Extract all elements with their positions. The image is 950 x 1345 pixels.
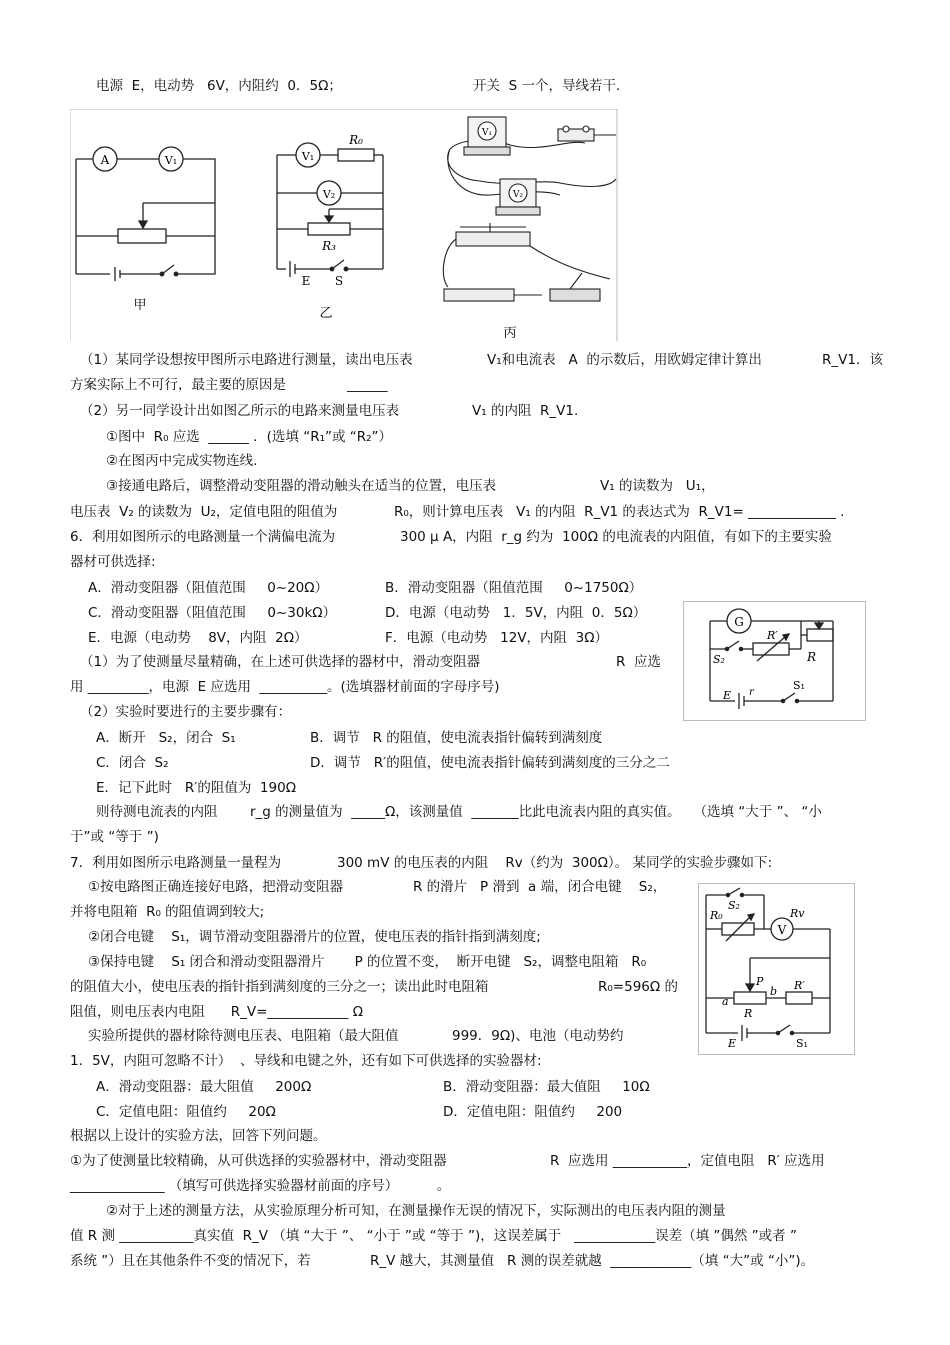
- q7-step2: ②闭合电键 S₁，调节滑动变阻器滑片的位置，使电压表的指针指到满刻度;: [88, 929, 541, 945]
- q2-sub3-a: ③接通电路后，调整滑动变阻器的滑动触头在适当的位置，电压表: [106, 478, 497, 494]
- figure-circuits-jia-yi-bing: [70, 109, 618, 341]
- q7-step1-c: 并将电阻箱 R₀ 的阻值调到较大;: [70, 904, 265, 920]
- q6-opt-e: E．电源（电动势 8V，内阻 2Ω）: [88, 630, 308, 646]
- q6-1-c: 用 _________，电源 E 应选用 __________。(选填器材前面的字母序号): [70, 679, 500, 695]
- q7-answer-intro: 根据以上设计的实验方法，回答下列问题。: [70, 1128, 327, 1144]
- q7-opt-b: B．滑动变阻器：最大值阻 10Ω: [443, 1079, 650, 1095]
- label-b-q7: b: [770, 985, 778, 998]
- circuit-jia: [76, 159, 215, 281]
- q7-a2-d: R_V 越大，其测量值 R 测的误差就越 ____________（填 “大”或 “小”)。: [370, 1253, 815, 1269]
- q2-text-a: （2）另一同学设计出如图乙所示的电路来测量电压表: [80, 403, 400, 419]
- label-r-q7: R: [744, 1007, 753, 1020]
- q6-opt-f: F．电源（电动势 12V，内阻 3Ω）: [385, 630, 609, 646]
- q7-text-b: 300 mV 的电压表的内阻 Rv（约为 300Ω）。 某同学的实验步骤如下:: [337, 855, 773, 871]
- label-r3-yi: R₃: [322, 239, 336, 253]
- q6-text-c: 器材可供选择:: [70, 554, 156, 570]
- label-rv-q7: Rv: [790, 907, 805, 920]
- figure-circuit-q7: [698, 883, 855, 1055]
- q6-opt-d: D．电源（电动势 1．5V，内阻 0．5Ω）: [385, 605, 647, 621]
- q2-sub1: ①图中 R₀ 应选 ______ ．(选填 “R₁”或 “R₂”）: [106, 429, 393, 445]
- q6-step-c: C．闭合 S₂: [96, 755, 169, 771]
- label-s1-q7: S₁: [796, 1037, 808, 1050]
- q7-step3-d: 阻值，则电压表内电阻 R_V=____________ Ω: [70, 1004, 364, 1020]
- label-s-yi: S: [334, 274, 344, 288]
- q7-equip-b: 999．9Ω)、电池（电动势约: [452, 1028, 624, 1044]
- voltmeter-v1-bing-label: V₁: [481, 128, 493, 138]
- q6-opt-a: A．滑动变阻器（阻值范围 0~20Ω）: [88, 580, 329, 596]
- q7-opt-c: C．定值电阻：阻值约 20Ω: [96, 1104, 276, 1120]
- q2-text-b: V₁ 的内阻 R_V1.: [472, 403, 579, 419]
- q7-a2-b: 值 R 测 ___________真实值 R_V （填 “大于 ”、 “小于 ”或 “等于 ”)，这误差属于 ____________误差（填 ”偶然 ”或者 ”: [70, 1228, 797, 1244]
- q6-step-b: B．调节 R 的阻值，使电流表指针偏转到满刻度: [310, 730, 603, 746]
- q6-opt-b: B．滑动变阻器（阻值范围 0~1750Ω）: [385, 580, 643, 596]
- label-v-q7: V: [777, 923, 787, 937]
- q2-sub2: ②在图丙中完成实物连线.: [106, 453, 258, 469]
- label-rprime-q7: R′: [794, 979, 805, 992]
- circuit-yi: [277, 149, 383, 277]
- q6-step-d: D．调节 R′的阻值，使电流表指针偏转到满刻度的三分之二: [310, 755, 670, 771]
- q7-step1-b: R 的滑片 P 滑到 a 端，闭合电键 S₂，: [413, 879, 667, 895]
- label-p-q7: P: [756, 975, 764, 988]
- q7-step1-a: ①按电路图正确连接好电路，把滑动变阻器: [88, 879, 344, 895]
- q7-opt-d: D．定值电阻：阻值约 200: [443, 1104, 623, 1120]
- q1-blank: ______: [347, 377, 388, 393]
- q1-text-c: R_V1．该: [822, 352, 883, 368]
- q6-text-a: 6．利用如图所示的电路测量一个满偏电流为: [70, 529, 336, 545]
- voltmeter-v2-yi-label: V₂: [322, 188, 336, 201]
- label-r0-q7: R₀: [710, 909, 723, 922]
- q6-text-b: 300 μ A，内阻 r_g 约为 100Ω 的电流表的内阻值，有如下的主要实验: [400, 529, 832, 545]
- label-r-internal: r: [749, 687, 754, 698]
- q2-sub3-c: 电压表 V₂ 的读数为 U₂，定值电阻的阻值为: [70, 504, 338, 520]
- q6-rg-a: 则待测电流表的内阻: [96, 804, 218, 820]
- label-yi: 乙: [319, 306, 333, 321]
- voltmeter-v2-bing-label: V₂: [512, 190, 524, 200]
- q1-text-a: （1）某同学设想按甲图所示电路进行测量，读出电压表: [80, 352, 413, 368]
- q7-equip-c: 1．5V，内阻可忽略不计） 、导线和电键之外，还有如下可供选择的实验器材:: [70, 1053, 542, 1069]
- label-bing: 丙: [503, 326, 517, 341]
- q2-sub3-b: V₁ 的读数为 U₁，: [600, 478, 715, 494]
- q7-step3-a: ③保持电键 S₁ 闭合和滑动变阻器滑片 P 的位置不变， 断开电键 S₂，调整电阻箱 R₀: [88, 954, 647, 970]
- label-g: G: [734, 615, 744, 629]
- label-s2-q6: S₂: [713, 653, 725, 666]
- q7-opt-a: A．滑动变阻器：最大阻值 200Ω: [96, 1079, 312, 1095]
- q1-text-d: 方案实际上不可行，最主要的原因是: [70, 377, 286, 393]
- apparatus-bing: [443, 117, 616, 301]
- label-e-yi: E: [301, 274, 311, 288]
- q2-sub3-d: R₀，则计算电压表 V₁ 的内阻 R_V1 的表达式为 R_V1= _____________ .: [394, 504, 845, 520]
- q6-1-a: （1）为了使测量尽量精确，在上述可供选择的器材中，滑动变阻器: [80, 654, 481, 670]
- q6-opt-c: C．滑动变阻器（阻值范围 0~30kΩ）: [88, 605, 337, 621]
- label-jia: 甲: [133, 298, 147, 313]
- q6-rg-c: 于”或 “等于 ”): [70, 829, 159, 845]
- q7-a2-a: ②对于上述的测量方法，从实验原理分析可知，在测量操作无误的情况下，实际测出的电压表内阻的测量: [106, 1203, 726, 1219]
- q1-text-b: V₁和电流表 A 的示数后，用欧姆定律计算出: [487, 352, 762, 368]
- q7-a1-b: R 应选用 ___________，定值电阻 R′ 应选用: [550, 1153, 825, 1169]
- q7-equip-a: 实验所提供的器材除待测电压表、电阻箱（最大阻值: [88, 1028, 399, 1044]
- q7-a2-c: 系统 ”）且在其他条件不变的情况下，若: [70, 1253, 311, 1269]
- voltmeter-v1-label: V₁: [164, 154, 178, 167]
- q7-step3-c: R₀=596Ω 的: [598, 979, 678, 995]
- voltmeter-v1-yi-label: V₁: [301, 150, 315, 163]
- label-rprime-q6: R′: [767, 629, 778, 642]
- ammeter-a-label: A: [100, 153, 110, 167]
- q6-2-title: （2）实验时要进行的主要步骤有：: [80, 704, 292, 720]
- q7-a1-c: ______________ （填写可供选择实验器材前面的序号） 。: [70, 1178, 451, 1194]
- figure-circuit-q6: [683, 601, 866, 721]
- label-e-q7: E: [728, 1037, 737, 1050]
- label-e-q6: E: [723, 689, 732, 702]
- line-source-e: 电源 E，电动势 6V，内阻约 0．5Ω；: [96, 78, 342, 94]
- q7-text-a: 7．利用如图所示电路测量一量程为: [70, 855, 282, 871]
- q6-step-e: E．记下此时 R′的阻值为 190Ω: [96, 780, 297, 796]
- label-s2-q7: S₂: [728, 899, 740, 912]
- q7-a1-a: ①为了使测量比较精确，从可供选择的实验器材中，滑动变阻器: [70, 1153, 447, 1169]
- line-switch-s: 开关 S 一个，导线若干.: [473, 78, 621, 94]
- label-r0-yi: R₀: [349, 133, 363, 147]
- label-a-q7: a: [722, 995, 729, 1008]
- label-r-q6: R: [807, 650, 817, 664]
- label-s1-q6: S₁: [793, 679, 805, 692]
- q6-1-b: R 应选: [616, 654, 661, 670]
- q6-rg-b: r_g 的测量值为 _____Ω，该测量值 _______比此电流表内阻的真实值。 （选填 “大于 ”、 “小: [250, 804, 822, 820]
- q6-step-a: A．断开 S₂，闭合 S₁: [96, 730, 236, 746]
- q7-step3-b: 的阻值大小，使电压表的指针指到满刻度的三分之一；读出此时电阻箱: [70, 979, 489, 995]
